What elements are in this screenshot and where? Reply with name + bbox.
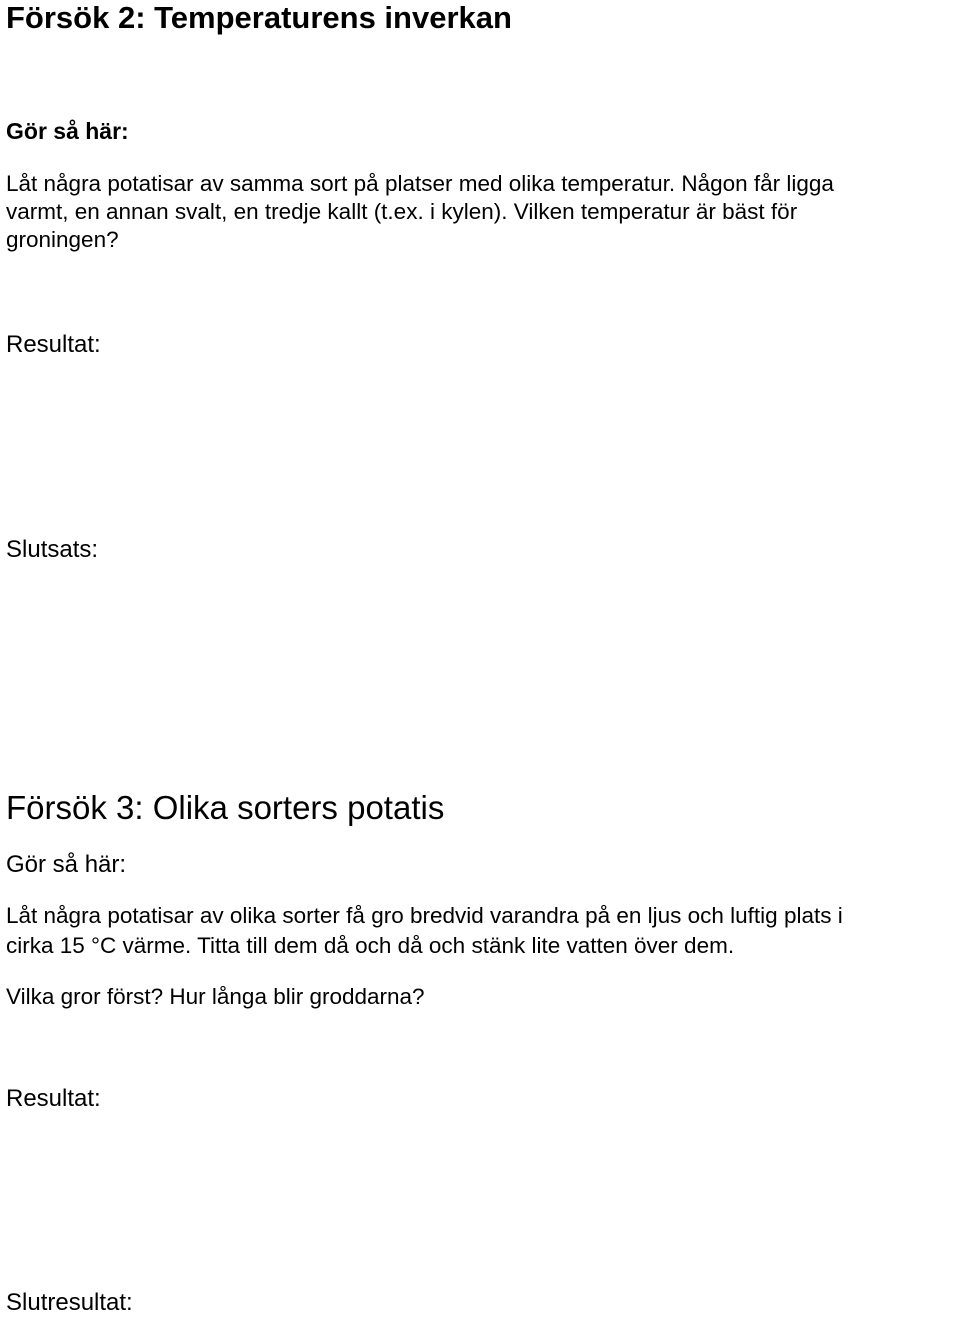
section-3-result-label: Resultat: <box>6 1085 101 1112</box>
section-2-line-2: varmt, en annan svalt, en tredje kallt (t.ex. i kylen). Vilken temperatur är bäst för <box>6 199 798 224</box>
section-2-instructions-text <box>6 170 956 254</box>
section-3-instructions-label: Gör så här: <box>6 851 127 878</box>
section-2-line-1: Låt några potatisar av samma sort på platser med olika temperatur. Någon får ligga <box>6 171 834 196</box>
section-2-result-label: Resultat: <box>6 331 101 358</box>
section-3-title: Försök 3: Olika sorters potatis <box>6 789 445 826</box>
section-2-conclusion-label: Slutsats: <box>6 536 99 563</box>
section-2-title: Försök 2: Temperaturens inverkan <box>6 0 512 35</box>
section-3-instructions-text <box>6 901 960 961</box>
section-3-line-2: cirka 15 °C värme. Titta till dem då och då och stänk lite vatten över dem. <box>6 933 735 958</box>
section-3-question: Vilka gror först? Hur långa blir groddarna? <box>6 984 425 1009</box>
section-2-line-3: groningen? <box>6 227 119 252</box>
section-3-final-result-label: Slutresultat: <box>6 1289 133 1316</box>
section-2-instructions-label: Gör så här: <box>6 118 129 144</box>
section-3-line-1: Låt några potatisar av olika sorter få gro bredvid varandra på en ljus och luftig plats i <box>6 903 843 928</box>
